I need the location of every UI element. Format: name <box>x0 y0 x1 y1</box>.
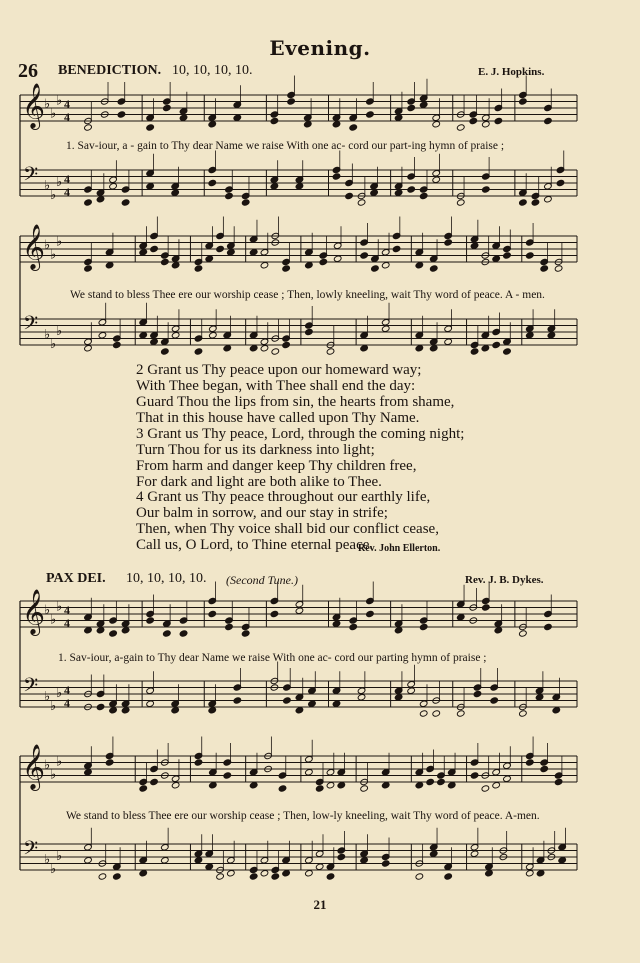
svg-text:♭: ♭ <box>50 861 57 876</box>
hymn2-lyric-line-2: We stand to bless Thee ere our worship cease ; Then, low-ly kneeling, wait Thy word of peace. A-men. <box>66 810 540 822</box>
svg-text:4: 4 <box>64 683 70 697</box>
svg-text:♭: ♭ <box>56 233 63 249</box>
svg-text:𝄢: 𝄢 <box>23 311 39 340</box>
svg-text:𝄞: 𝄞 <box>22 744 46 790</box>
svg-text:𝄞: 𝄞 <box>22 83 46 129</box>
svg-text:♭: ♭ <box>50 105 57 121</box>
svg-text:4: 4 <box>64 696 70 710</box>
verse-line: For dark and light are both alike to Thee. <box>136 474 382 490</box>
svg-text:♭: ♭ <box>56 753 63 769</box>
hymn2-lyric-line-1: 1. Sav-iour, a-gain to Thy dear Name we raise With one ac- cord our parting hymn of praise ; <box>58 652 487 664</box>
svg-text:♭: ♭ <box>56 598 63 614</box>
verse-line: Call us, O Lord, to Thine eternal peace. <box>136 537 374 553</box>
svg-text:𝄞: 𝄞 <box>22 589 46 635</box>
svg-text:♭: ♭ <box>44 688 51 704</box>
svg-text:𝄢: 𝄢 <box>23 836 39 865</box>
svg-text:♭: ♭ <box>44 95 51 111</box>
tune2-note: (Second Tune.) <box>226 573 298 587</box>
verse-line: Guard Thou the lips from sin, the hearts from shame, <box>136 394 455 410</box>
tune2-name: PAX DEI. <box>46 571 106 586</box>
tune2-composer: Rev. J. B. Dykes. <box>465 574 544 586</box>
svg-text:♭: ♭ <box>56 848 63 863</box>
svg-text:♭: ♭ <box>44 177 51 193</box>
verse-2 <box>136 362 454 426</box>
composer: E. J. Hopkins. <box>478 66 545 78</box>
verse-line: Turn Thou for us its darkness into light; <box>136 442 375 458</box>
verse-line: 2 Grant us Thy peace upon our homeward way; <box>136 362 422 378</box>
section-title: Evening. <box>269 36 371 60</box>
svg-text:♭: ♭ <box>44 326 51 342</box>
svg-text:♭: ♭ <box>50 336 57 351</box>
svg-text:♭: ♭ <box>56 685 63 700</box>
svg-text:𝄢: 𝄢 <box>23 673 39 702</box>
tune-meter: 10, 10, 10, 10. <box>172 63 253 78</box>
svg-text:♭: ♭ <box>56 174 63 189</box>
verse-line: 4 Grant us Thy peace throughout our earthly life, <box>136 489 431 505</box>
svg-text:4: 4 <box>64 185 70 199</box>
hymn1-lyric-line-1: 1. Sav-iour, a - gain to Thy dear Name we raise With one ac- cord our part-ing hymn of praise ; <box>66 140 505 152</box>
svg-text:♭: ♭ <box>56 92 63 108</box>
verse-line: Our balm in sorrow, and our stay in strife; <box>136 505 388 521</box>
svg-text:𝄞: 𝄞 <box>22 224 46 270</box>
verse-line: From harm and danger keep Thy children free, <box>136 458 417 474</box>
svg-text:♭: ♭ <box>44 756 51 772</box>
hymn1-lyric-line-2: We stand to bless Thee ere our worship cease ; Then, lowly kneeling, wait Thy word of peace. A - men. <box>70 289 545 301</box>
svg-text:♭: ♭ <box>50 187 57 202</box>
svg-text:♭: ♭ <box>50 698 57 713</box>
svg-text:4: 4 <box>64 97 70 111</box>
svg-text:4: 4 <box>64 603 70 617</box>
verse-line: Then, when Thy voice shall bid our conflict cease, <box>136 521 439 537</box>
svg-text:♭: ♭ <box>50 611 57 627</box>
svg-text:♭: ♭ <box>50 246 57 262</box>
svg-text:♭: ♭ <box>50 766 57 782</box>
svg-text:♭: ♭ <box>44 601 51 617</box>
page-number: 21 <box>313 897 327 912</box>
hymn-number: 26 <box>18 60 38 82</box>
svg-text:♭: ♭ <box>44 851 51 867</box>
svg-text:4: 4 <box>64 110 70 124</box>
svg-text:♭: ♭ <box>44 236 51 252</box>
verse-line: That in this house have called upon Thy Name. <box>136 410 420 426</box>
svg-text:𝄢: 𝄢 <box>23 162 39 191</box>
svg-text:4: 4 <box>64 616 70 630</box>
tune2-meter: 10, 10, 10, 10. <box>126 571 207 586</box>
svg-text:♭: ♭ <box>56 323 63 338</box>
verse-line: With Thee began, with Thee shall end the day: <box>136 378 416 394</box>
verse-3 <box>136 426 464 490</box>
tune-name: BENEDICTION. <box>58 63 162 78</box>
svg-text:4: 4 <box>64 172 70 186</box>
author-credit: Rev. John Ellerton. <box>358 543 441 554</box>
verse-line: 3 Grant us Thy peace, Lord, through the coming night; <box>136 426 465 442</box>
